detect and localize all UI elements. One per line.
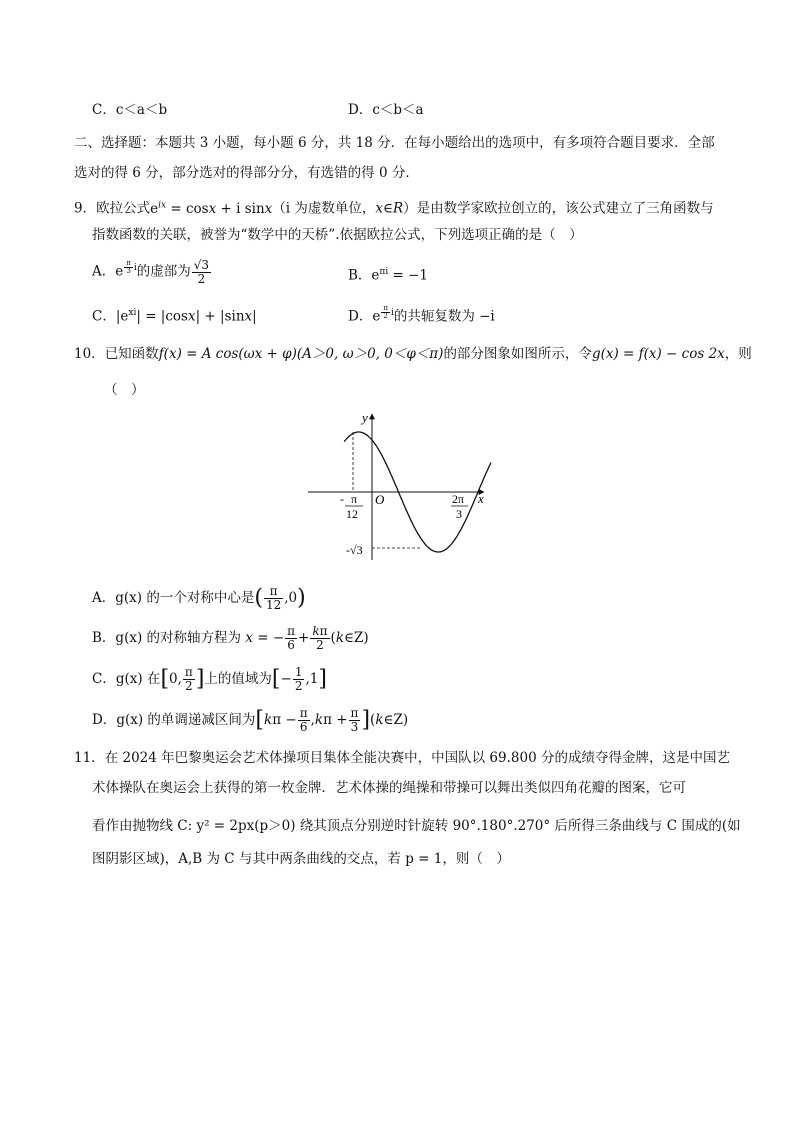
q11-line4: 图阴影区域)，A,B 为 C 与其中两条曲线的交点，若 p = 1，则（ ） [92,851,510,867]
q11-line1-text: 在 2024 年巴黎奥运会艺术体操项目集体全能决赛中，中国队以 69.800 分的成绩夺得金牌，这是中国艺 [104,750,730,766]
q10-option-c-text: g(x) 在 [115,671,161,687]
q9-stem-c: ）是由数学家欧拉创立的，该公式建立了三角函数与 [403,200,714,217]
q10-paren: （ ） [104,382,145,398]
q10-option-a: A．g(x) 的一个对称中心是( $\frac{\pi}{12}$ ,0) [92,584,306,612]
q10-option-c-label: C． [92,671,116,687]
q11-line3: 看作由抛物线 C: y² = 2px(p＞0) 绕其顶点分别逆时针旋转 90°.180°.270° 后所得三条曲线与 C 围成的(如 [92,818,741,834]
q11-number: 11． [74,750,105,766]
x-right-num: 2π [452,492,465,506]
q10-gx: g(x) = f(x) − cos 2x [591,346,725,362]
euler-formula-render: $e^{ix} = \cos x + i$ sinx [150,200,273,217]
q10-option-c: C．g(x) 在[0, $\frac{\pi}{2}$ ]上的值域为[− $\frac{1}{2}$ ,1] [92,665,327,693]
q9-option-b: B．$e^{\pi i} = -1$ [348,267,429,284]
q10-stem-a: 已知函数 [104,346,159,362]
q10-option-b: B．g(x) 的对称轴方程为 x = − $\frac{\pi}{6}$ + $\frac{k\pi}{2}$ (k∈Z) [92,624,369,652]
q9-stem-line2: 指数函数的关联，被誉为“数学中的天桥”.依据欧拉公式，下列选项正确的是（ ） [92,227,583,243]
q10-option-d-text: g(x) 的单调递减区间为 [116,712,256,728]
q9-option-a: A．e $^{\frac{\pi}{3} i}$的虚部为 $\frac{√3}{2}$ [92,257,210,286]
q9-option-a-label: A． [92,263,116,280]
q9-option-d: D．e $^{\frac{\pi}{2} i}$的共轭复数为 −i [348,304,495,325]
q9-cond: x∈R [375,200,404,217]
q10-option-c-text2: 上的值域为 [204,671,272,687]
q10-stem-c: ，则 [724,346,752,362]
q9-stem-line1 [74,195,714,219]
q10-function-graph [300,408,500,568]
x-right-den: 3 [456,507,462,521]
x-left-num: π [351,492,358,506]
q9-option-d-label: D． [348,308,373,325]
q10-option-b-text: g(x) 的对称轴方程为 [115,630,242,646]
q8-option-d: D．c＜b＜a [348,102,424,118]
q8-option-c: C．c＜a＜b [92,102,168,118]
q9-stem-a: 欧拉公式 [96,200,151,217]
q10-option-d: D．g(x) 的单调递减区间为[kπ − $\frac{\pi}{6}$ ,kπ + $\frac{\pi}{3}$ ](k∈Z) [92,706,409,734]
section-2-heading-line1: 二、选择题：本题共 3 小题，每小题 6 分，共 18 分．在每小题给出的选项中，有多项符合题目要求．全部 [74,135,715,151]
q9-option-b-label: B． [348,267,372,284]
q9-number: 9． [74,200,97,217]
q10-stem-line1 [74,344,752,364]
q10-fx: f(x) = A cos(ωx + φ)(A＞0, ω＞0, 0＜φ＜π) [158,346,444,362]
q9-option-a-text: 的虚部为 [136,263,191,280]
q9-option-c: C．$|e^{xi}| = |\cos x| + |\sin x|$ [92,308,257,325]
q10-option-a-label: A． [92,590,116,606]
y-min-label: -√3 [346,543,363,557]
section-2-heading-line2: 选对的得 6 分，部分选对的得部分分，有选错的得 0 分． [74,165,419,181]
x-left-den: 12 [346,507,358,521]
x-axis-label: x [478,491,484,506]
q11-line2: 术体操队在奥运会上获得的第一枚金牌．艺术体操的绳操和带操可以舞出类似四角花瓣的图案，它可 [92,780,686,796]
q10-option-d-label: D． [92,712,117,728]
q11-line1 [74,748,730,768]
q9-option-c-label: C． [92,308,116,325]
q10-option-b-label: B． [92,630,116,646]
q10-option-a-text: g(x) 的一个对称中心是 [115,590,255,606]
q9-option-d-text: 的共轭复数为 −i [393,308,495,325]
q10-number: 10． [74,346,105,362]
q10-stem-b: 的部分图象如图所示，令 [443,346,592,362]
q9-stem-b: （i 为虚数单位， [272,200,376,217]
origin-label: O [375,492,385,507]
x-left-sign: - [340,492,344,506]
y-axis-label: y [362,410,368,425]
